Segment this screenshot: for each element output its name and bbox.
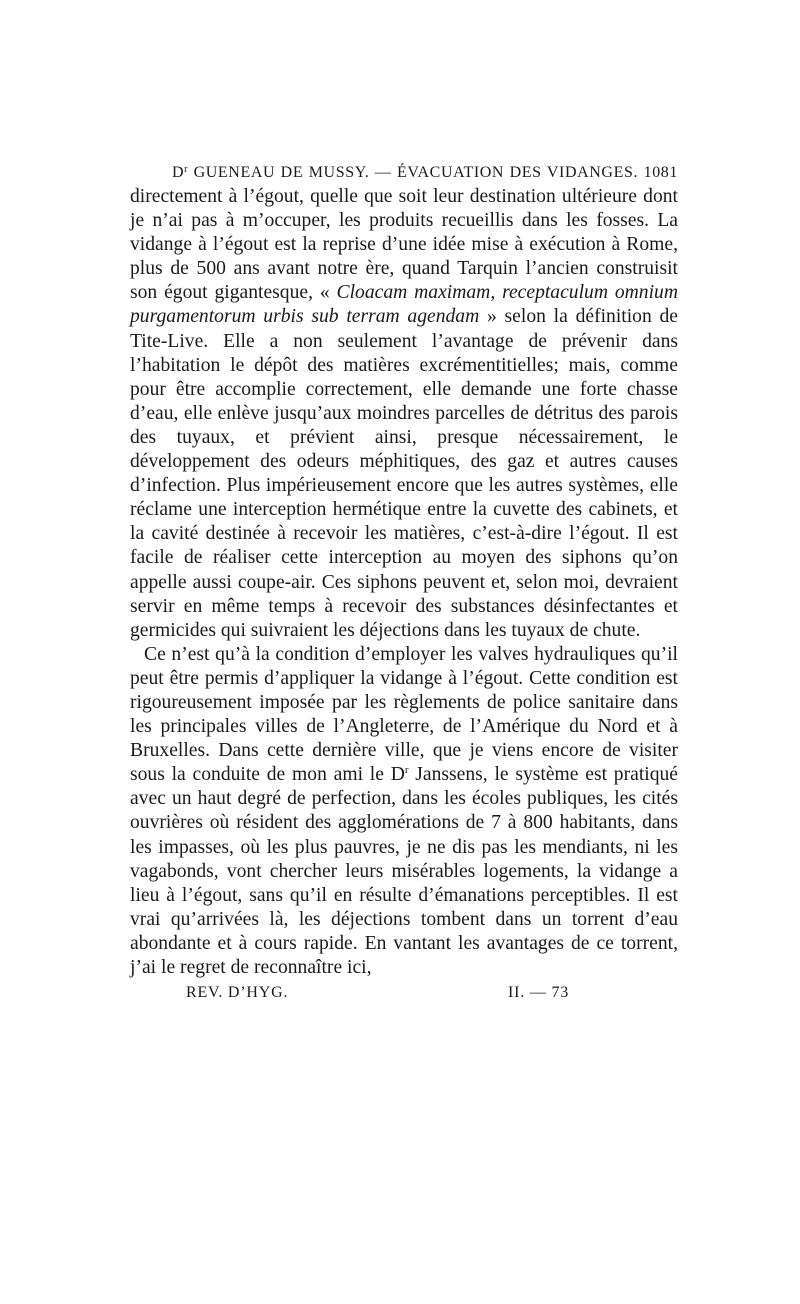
running-head-title: GUENEAU DE MUSSY. — ÉVACUATION DES VIDANGES. <box>188 164 639 181</box>
paragraph-2 <box>130 643 678 980</box>
page-number: 1081 <box>643 164 678 181</box>
paragraph-1-part-1: directement à l’égout, quelle que soit leur destination ultérieure dont je n’ai pas à m’occuper, les produits recueillis dans les fosses. La vidange à l’égout est la reprise d’une idée mise à exécution à Rome, plus de 500 ans avant notre ère, quand Tarquin l’ancien construisit son égout gigantesque, « <box>130 186 678 304</box>
paragraph-1 <box>130 185 678 643</box>
paragraph-2-part-1: Ce n’est qu’à la condition d’employer les valves hydrauliques qu’il peut être permis d’appliquer la vidange à l’égout. Cette condition est rigoureusement imposée par les règlements de police sanitaire dans les principales villes de l’Angleterre, de l’Amérique du Nord et à Bruxelles. Dans cette dernière ville, que je viens encore de visiter sous la conduite de mon ami le D <box>130 643 678 786</box>
running-head-author-prefix-sup: r <box>184 164 189 175</box>
footer-journal: REV. D’HYG. <box>186 984 289 1002</box>
paragraph-1-part-2: » selon la définition de Tite-Live. Elle a non seulement l’avantage de prévenir dans l’habitation le dépôt des matières excrémentitielles; mais, comme pour être accomplie correctement, elle demande une forte chasse d’eau, elle enlève jusqu’aux moindres parcelles de détritus des parois des tuyaux, et prévient ainsi, presque nécessairement, le développement des odeurs méphitiques, des gaz et autres causes d’infection. Plus impérieusement encore que les autres systèmes, elle réclame une interception hermétique entre la cuvette des cabinets, et la cavité destinée à recevoir les matières, c’est-à-dire l’égout. Il est facile de réaliser cette interception au moyen des siphons qu’on appelle aussi coupe-air. Ces siphons peuvent et, selon moi, devraient servir en même temps à recevoir des substances désinfectantes et germicides qui suivraient les déjections dans les tuyaux de chute. <box>130 306 679 641</box>
running-head-author-prefix: D <box>172 164 185 181</box>
body-text <box>130 185 678 980</box>
paragraph-2-part-2: Janssens, le système est pratiqué avec un haut degré de perfection, dans les écoles publiques, les cités ouvrières où résident des agglomérations de 7 à 800 habitants, dans les impasses, où les plus pauvres, je ne dis pas les mendiants, ni les vagabonds, vont chercher leurs misérables logements, la vidange a lieu à l’égout, sans qu’il en résulte d’émanations perceptibles. Il est vrai qu’arrivées là, les déjections tombent dans un torrent d’eau abondante et à cours rapide. En vantant les avantages de ce torrent, j’ai le regret de reconnaître ici, <box>130 764 678 978</box>
latin-quotation: Cloacam maximam, receptaculum omnium purgamentorum urbis sub terram agendam <box>130 282 678 328</box>
document-page <box>130 160 678 1006</box>
page-footer <box>130 984 678 1006</box>
running-head <box>172 160 678 183</box>
footer-signature: II. — 73 <box>508 984 570 1002</box>
paragraph-2-sup: r <box>404 764 409 777</box>
